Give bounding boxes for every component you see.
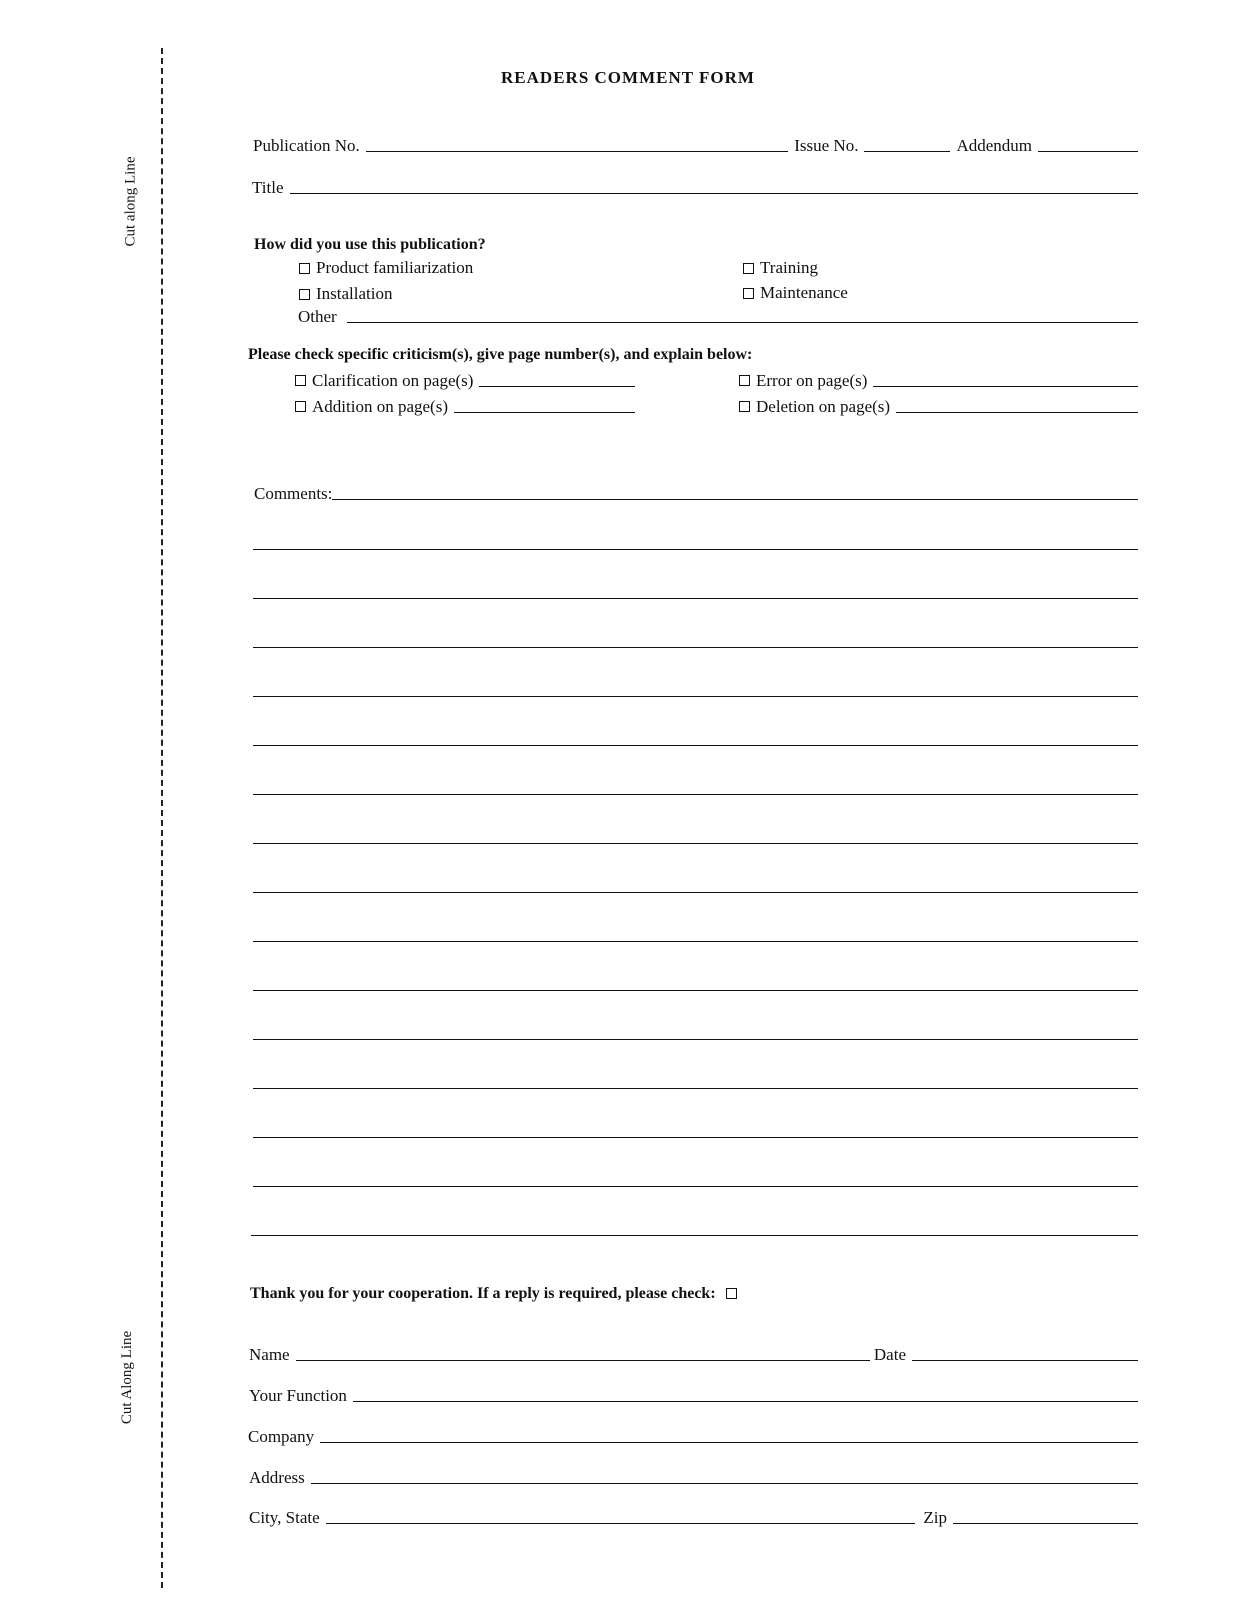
other-label: Other xyxy=(298,307,337,326)
issue-no-label: Issue No. xyxy=(794,136,859,155)
usage-option-training[interactable]: Training xyxy=(743,258,818,278)
name-date-row xyxy=(249,1345,1138,1365)
criticism-instruction: Please check specific criticism(s), give page number(s), and explain below: xyxy=(248,346,753,363)
comment-line[interactable] xyxy=(253,745,1138,746)
function-field[interactable] xyxy=(353,1401,1138,1402)
addendum-field[interactable] xyxy=(1038,151,1138,152)
comment-line[interactable] xyxy=(251,1235,1138,1236)
city-state-label: City, State xyxy=(249,1508,320,1527)
usage-option-product-familiarization[interactable]: Product familiarization xyxy=(299,258,473,278)
checkbox-icon[interactable] xyxy=(299,289,310,300)
company-field[interactable] xyxy=(320,1442,1138,1443)
error-pages-field[interactable] xyxy=(873,386,1138,387)
deletion-pages-field[interactable] xyxy=(896,412,1138,413)
clarification-pages-field[interactable] xyxy=(479,386,635,387)
comment-line[interactable] xyxy=(253,1039,1138,1040)
issue-no-field[interactable] xyxy=(864,151,950,152)
zip-field[interactable] xyxy=(953,1523,1138,1524)
comment-line[interactable] xyxy=(253,1186,1138,1187)
cut-label-top: Cut along Line xyxy=(122,156,139,247)
comment-line[interactable] xyxy=(253,1088,1138,1089)
date-field[interactable] xyxy=(912,1360,1138,1361)
checkbox-icon[interactable] xyxy=(739,375,750,386)
checkbox-icon[interactable] xyxy=(299,263,310,274)
comment-line[interactable] xyxy=(253,598,1138,599)
cut-line xyxy=(161,48,163,1588)
date-label: Date xyxy=(873,1345,906,1364)
city-zip-row xyxy=(249,1508,1138,1528)
reply-checkbox-icon[interactable] xyxy=(726,1288,737,1299)
checkbox-icon[interactable] xyxy=(739,401,750,412)
criticism-addition: Addition on page(s) xyxy=(295,397,635,417)
usage-option-maintenance[interactable]: Maintenance xyxy=(743,283,848,303)
publication-no-label: Publication No. xyxy=(253,136,360,155)
criticism-clarification: Clarification on page(s) xyxy=(295,371,635,391)
usage-other-row xyxy=(298,307,1138,327)
city-state-field[interactable] xyxy=(326,1523,916,1524)
comments-row xyxy=(254,484,1138,504)
title-label: Title xyxy=(252,178,284,197)
usage-question: How did you use this publication? xyxy=(254,236,486,253)
zip-label: Zip xyxy=(923,1508,947,1527)
address-row xyxy=(249,1468,1138,1488)
address-field[interactable] xyxy=(311,1483,1138,1484)
company-label: Company xyxy=(248,1427,315,1446)
function-label: Your Function xyxy=(249,1386,347,1405)
publication-no-field[interactable] xyxy=(366,151,789,152)
criticism-deletion: Deletion on page(s) xyxy=(739,397,1138,417)
comment-line[interactable] xyxy=(332,499,1138,500)
address-label: Address xyxy=(249,1468,305,1487)
usage-option-installation[interactable]: Installation xyxy=(299,284,392,304)
comment-line[interactable] xyxy=(253,843,1138,844)
name-label: Name xyxy=(249,1345,290,1364)
comment-line[interactable] xyxy=(253,549,1138,550)
comment-line[interactable] xyxy=(253,941,1138,942)
checkbox-icon[interactable] xyxy=(295,375,306,386)
criticism-error: Error on page(s) xyxy=(739,371,1138,391)
addition-pages-field[interactable] xyxy=(454,412,635,413)
title-field[interactable] xyxy=(290,193,1138,194)
company-row xyxy=(248,1427,1138,1447)
addendum-label: Addendum xyxy=(956,136,1032,155)
checkbox-icon[interactable] xyxy=(743,288,754,299)
publication-row xyxy=(253,136,1138,156)
comment-line[interactable] xyxy=(253,990,1138,991)
other-field[interactable] xyxy=(347,322,1138,323)
comment-line[interactable] xyxy=(253,647,1138,648)
comment-line[interactable] xyxy=(253,892,1138,893)
title-row xyxy=(252,178,1138,198)
reply-prompt: Thank you for your cooperation. If a reply is required, please check: xyxy=(250,1285,743,1303)
checkbox-icon[interactable] xyxy=(295,401,306,412)
cut-label-bottom: Cut Along Line xyxy=(119,1330,136,1425)
checkbox-icon[interactable] xyxy=(743,263,754,274)
name-field[interactable] xyxy=(296,1360,870,1361)
comment-line[interactable] xyxy=(253,794,1138,795)
comments-label: Comments: xyxy=(254,484,333,503)
comment-line[interactable] xyxy=(253,696,1138,697)
form-title: READERS COMMENT FORM xyxy=(501,68,755,87)
comment-line[interactable] xyxy=(253,1137,1138,1138)
function-row xyxy=(249,1386,1138,1406)
